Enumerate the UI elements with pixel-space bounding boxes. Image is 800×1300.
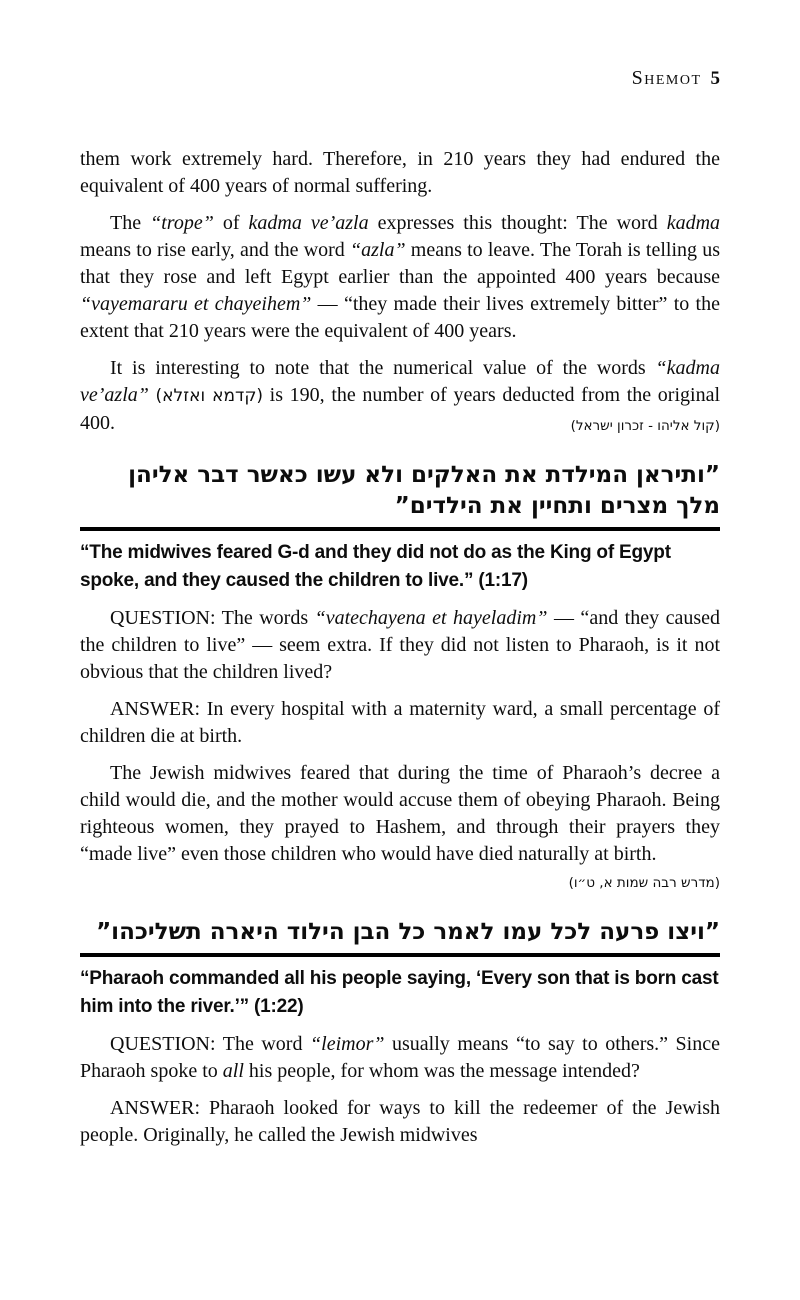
book-title: Shemot [631, 67, 702, 89]
page-header [80, 0, 720, 92]
elaboration-paragraph: The Jewish midwives feared that during the time of Pharaoh’s decree a child would die, and the mother would accuse them of obeying Pharaoh. Being righteous women, they prayed to Hashem, and through their prayers they “made live” even those children who would have died naturally at birth. [80, 762, 720, 865]
answer-paragraph-2: ANSWER: Pharaoh looked for ways to kill the redeemer of the Jewish people. Originally, he called the Jewish midwives [80, 1097, 720, 1146]
page-number: 5 [710, 68, 720, 89]
hebrew-verse-heading-2: ”ויצו פרעה לכל עמו לאמר כל הבן הילוד היארה תשליכהו” [96, 919, 720, 945]
question-paragraph-2: QUESTION: The word “leimor” usually means “to say to others.” Since Pharaoh spoke to all his people, for whom was the message intended? [80, 1033, 720, 1082]
source-citation-1: (קול אליהו - זכרון ישראל) [570, 418, 720, 434]
verse-translation-2: “Pharaoh commanded all his people saying, ‘Every son that is born cast him into the river.’” (1:22) [80, 968, 719, 1017]
paragraph-trope-explanation: The “trope” of kadma ve’azla expresses this thought: The word kadma means to rise early, and the word “azla” means to leave. The Torah is telling us that they rose and left Egypt earlier than the appointed 400 years because “vayemararu et chayeihem” — “they made their lives extremely bitter” to the extent that 210 years were the equivalent of 400 years. [80, 212, 721, 342]
verse-translation-1: “The midwives feared G-d and they did not do as the King of Egypt spoke, and they caused the children to live.” (1:17) [80, 542, 671, 591]
source-citation-2: (מדרש רבה שמות א, ט״ו) [568, 875, 720, 891]
paragraph-continuation: them work extremely hard. Therefore, in 210 years they had endured the equivalent of 400 years of normal suffering. [80, 148, 720, 197]
section-divider-2 [80, 953, 720, 957]
answer-paragraph-1: ANSWER: In every hospital with a maternity ward, a small percentage of children die at birth. [80, 698, 720, 747]
paragraph-numerical-value: It is interesting to note that the numerical value of the words “kadma ve’azla” (קדמא ואזלא) is 190, the number of years deducted from the original 400. [80, 357, 720, 434]
section-divider-1 [80, 527, 720, 531]
hebrew-verse-heading-1: ”ותיראן המילדת את האלקים ולא עשו כאשר דבר אליהן מלך מצרים ותחיין את הילדים” [128, 462, 720, 519]
question-paragraph-1: QUESTION: The words “vatechayena et hayeladim” — “and they caused the children to live” — seem extra. If they did not listen to Pharaoh, is it not obvious that the children lived? [80, 607, 720, 683]
